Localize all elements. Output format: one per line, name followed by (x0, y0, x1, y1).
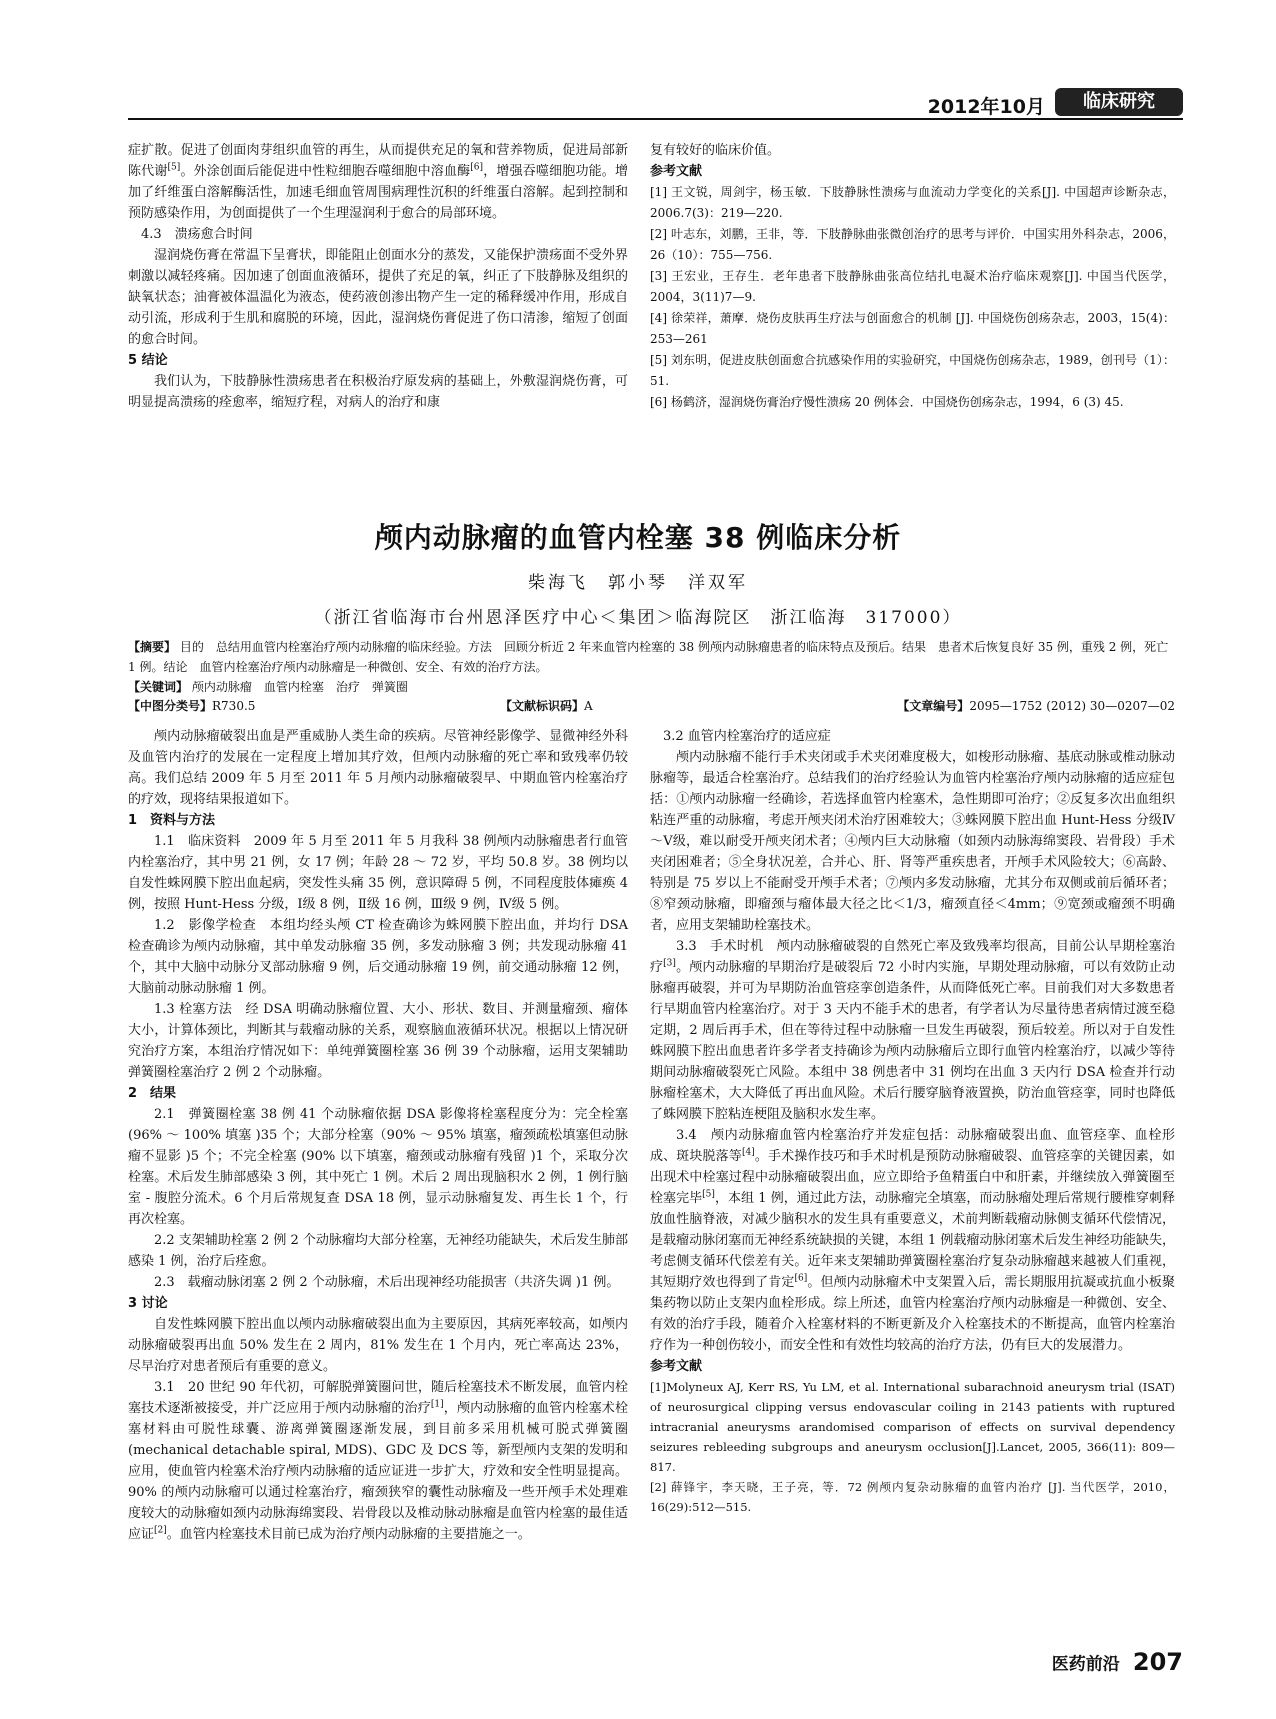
citation: [5] (702, 1189, 715, 1200)
reference-item: [1] 王文锐，周剑宇，杨玉敏．下肢静脉性溃疡与血流动力学变化的关系[J]. 中国超声诊断杂志，2006.7(3)：219—220. (650, 185, 1175, 220)
section-heading: 5 结论 (128, 353, 168, 368)
article-affiliation: （浙江省临海市台州恩泽医疗中心＜集团＞临海院区 浙江临海 317000） (314, 608, 962, 628)
citation: [4] (741, 1147, 755, 1158)
paragraph: 2.1 弹簧圈栓塞 38 例 41 个动脉瘤依据 DSA 影像将栓塞程度分为：完全栓塞 (96% ～ 100% 填塞 )35 个；大部分栓塞（90% ～ 95% 填塞，瘤颈疏松填塞但动脉瘤不显影 )5 个；不完全栓塞 (90% 以下填塞，瘤颈或动脉瘤有残留 )1 个，采取分次栓塞。术后发生肺部感染 3 例，其中死亡 1 例。术后 2 周出现脑积水 2 例，1 例行脑室 - 腹腔分流术。6 个月后常规复查 DSA 18 例，显示动脉瘤复发、再生长 1 个，行再次栓塞。 (128, 1107, 628, 1227)
paragraph: 颅内动脉瘤不能行手术夹闭或手术夹闭难度极大，如梭形动脉瘤、基底动脉或椎动脉动脉瘤等，最适合栓塞治疗。总结我们的治疗经验认为血管内栓塞治疗颅内动脉瘤的适应症包括：①颅内动脉瘤一经确诊，若选择血管内栓塞术，急性期即可治疗；②反复多次出血组织粘连严重的动脉瘤，考虑开颅夹闭术治疗困难较大；③蛛网膜下腔出血 Hunt-Hess 分级Ⅳ～Ⅴ级，难以耐受开颅夹闭术者；④颅内巨大动脉瘤（如颈内动脉海绵窦段、岩骨段）手术夹闭困难者；⑤全身状况差，合并心、肝、肾等严重疾患者，开颅手术风险较大；⑥高龄、特别是 75 岁以上不能耐受开颅手术者；⑦颅内多发动脉瘤，尤其分布双侧或前后循环者；⑧窄颈动脉瘤，即瘤颈与瘤体最大径之比＜1/3，瘤颈直径＜4mm；⑨宽颈或瘤颈不明确者，应用支架辅助栓塞技术。 (650, 750, 1175, 933)
paragraph: 3.1 20 世纪 90 年代初，可解脱弹簧圈问世，随后栓塞技术不断发展，血管内栓塞技术逐渐被接受，并广泛应用于颅内动脉瘤的治疗[1]，颅内动脉瘤的血管内栓塞术栓塞材料由可脱性球囊、游离弹簧圈逐渐发展，到目前多采用机械可脱式弹簧圈 (mechanical detachable spiral, MDS)、GDC 及 DCS 等，新型颅内支架的发明和应用，使血管内栓塞术治疗颅内动脉瘤的适应证进一步扩大，疗效和安全性明显提高。90% 的颅内动脉瘤可以通过栓塞治疗，瘤颈狭窄的囊性动脉瘤及一些开颅手术处理难度较大的动脉瘤如颈内动脉海绵窦段、岩骨段以及椎动脉动脉瘤是血管内栓塞的最佳适应证[2]。血管内栓塞技术目前已成为治疗颅内动脉瘤的主要措施之一。 (128, 1380, 628, 1542)
section-heading: 3.2 血管内栓塞治疗的适应症 (663, 729, 831, 744)
references-heading: 参考文献 (650, 1359, 703, 1374)
keywords: 【关键词】 颅内动脉瘤 血管内栓塞 治疗 弹簧圈 (128, 680, 408, 694)
reference-item: [3] 王宏业，王存生．老年患者下肢静脉曲张高位结扎电凝术治疗临床观察[J]. 中国当代医学，2004，3(11)7—9. (650, 269, 1175, 304)
paragraph: 1.3 栓塞方法 经 DSA 明确动脉瘤位置、大小、形状、数目、并测量瘤颈、瘤体大小，计算体颈比，判断其与载瘤动脉的关系，观察脑血液循环状况。根据以上情况研究治疗方案，本组治疗情况如下：单纯弹簧圈栓塞 36 例 39 个动脉瘤，运用支架辅助弹簧圈栓塞治疗 2 例 2 个动脉瘤。 (128, 1002, 628, 1080)
paragraph: 自发性蛛网膜下腔出血以颅内动脉瘤破裂出血为主要原因，其病死率较高，如颅内动脉瘤破裂再出血 50% 发生在 2 周内，81% 发生在 1 个月内，死亡率高达 23%，尽早治疗对患者预后有重要的意义。 (128, 1317, 628, 1374)
paragraph: 湿润烧伤膏在常温下呈膏状，即能阻止创面水分的蒸发，又能保护溃疡面不受外界刺激以减轻疼痛。因加速了创面血液循环，提供了充足的氧，纠正了下肢静脉及组织的缺氧状态；油膏被体温温化为液态，使药液创渗出物产生一定的稀释缓冲作用，形成自动引流，形成利于生肌和腐脱的环境，因此，湿润烧伤膏促进了伤口清渗，缩短了创面的愈合时间。 (128, 248, 628, 347)
citation: [5] (167, 162, 181, 173)
paragraph: 症扩散。促进了创面肉芽组织血管的再生，从而提供充足的氧和营养物质，促进局部新陈代谢[5]。外涂创面后能促进中性粒细胞吞噬细胞中溶血酶[6]，增强吞噬细胞功能。增加了纤维蛋白溶解酶活性，加速毛细血管周围病理性沉积的纤维蛋白溶解。起到控制和预防感染作用，为创面提供了一个生理湿润利于愈合的局部环境。 (128, 143, 628, 221)
article-number: 【文章编号】2095—1752 (2012) 30—0207—02 (897, 699, 1175, 713)
abstract-block (128, 637, 1175, 697)
keywords-label: 【关键词】 (128, 680, 189, 694)
abstract: 【摘要】 目的 总结用血管内栓塞治疗颅内动脉瘤的临床经验。方法 回顾分析近 2 年来血管内栓塞的 38 例颅内动脉瘤患者的临床特点及预后。结果 患者术后恢复良好 35 例，重残 2 例，死亡 1 例。结论 血管内栓塞治疗颅内动脉瘤是一种微创、安全、有效的治疗方法。 (128, 640, 1169, 674)
abstract-label: 【摘要】 (128, 640, 177, 654)
paragraph: 2.3 载瘤动脉闭塞 2 例 2 个动脉瘤，术后出现神经功能损害（共济失调 )1 例。 (154, 1275, 620, 1290)
citation: [3] (663, 958, 676, 969)
article-authors: 柴海飞 郭小琴 洋双军 (528, 573, 748, 593)
citation: [6] (470, 162, 484, 173)
article-left-column (128, 726, 628, 1545)
prev-article-left-column (128, 140, 628, 413)
paragraph: 1.2 影像学检查 本组均经头颅 CT 检查确诊为蛛网膜下腔出血，并均行 DSA 检查确诊为颅内动脉瘤，其中单发动脉瘤 35 例，多发动脉瘤 3 例；共发现动脉瘤 41 个，其中大脑中动脉分叉部动脉瘤 9 例，后交通动脉瘤 19 例，前交通动脉瘤 12 例，大脑前动脉动脉瘤 1 例。 (128, 918, 628, 996)
document-code: 【文献标识码】A (500, 699, 593, 713)
section-heading: 1 资料与方法 (128, 813, 216, 828)
citation: [6] (794, 1273, 808, 1284)
article-title: 颅内动脉瘤的血管内栓塞 38 例临床分析 (374, 521, 902, 554)
reference-item: [4] 徐荣祥，萧摩．烧伤皮肤再生疗法与创面愈合的机制 [J]. 中国烧伤创疡杂志，2003，15(4)：253—261 (650, 311, 1175, 346)
paragraph: 我们认为，下肢静脉性溃疡患者在积极治疗原发病的基础上，外敷湿润烧伤膏，可明显提高溃疡的痊愈率，缩短疗程，对病人的治疗和康 (128, 374, 628, 410)
section-heading: 3 讨论 (128, 1296, 168, 1311)
reference-item: [6] 杨鹤济，湿润烧伤膏治疗慢性溃疡 20 例体会．中国烧伤创疡杂志，1994，6 (3) 45. (650, 395, 1124, 409)
citation: [2] (154, 1525, 167, 1536)
article-right-column (650, 726, 1175, 1517)
reference-item: [5] 刘东明，促进皮肤创面愈合抗感染作用的实验研究，中国烧伤创疡杂志，1989，创刊号（1）：51. (650, 353, 1175, 388)
reference-item: [1]Molyneux AJ, Kerr RS, Yu LM, et al. International subarachnoid aneurysm trial (ISAT) of neurosurgical clipping versus endovascular coiling in 2143 patients with ruptured intracranial aneurysms arandomised comparison of effects on survival dependency seizures rebleeding subgroups and aneurysm occlusion[J].Lancet, 2005, 366(11): 809—817. (650, 1380, 1175, 1474)
section-badge: 临床研究 (1055, 88, 1183, 116)
header-date: 2012年10月 (927, 96, 1045, 118)
paragraph: 3.4 颅内动脉瘤血管内栓塞治疗并发症包括：动脉瘤破裂出血、血管痉挛、血栓形成、斑块脱落等[4]。手术操作技巧和手术时机是预防动脉瘤破裂、血管痉挛的关键因素，如出现术中栓塞过程中动脉瘤破裂出血，应立即给予鱼精蛋白中和肝素，并继续放入弹簧圈至栓塞完毕[5]，本组 1 例，通过此方法，动脉瘤完全填塞，而动脉瘤处理后常规行腰椎穿刺释放血性脑脊液，对减少脑积水的发生具有重要意义，术前判断载瘤动脉侧支循环代偿情况，是载瘤动脉闭塞而无神经系统缺损的关键，本组 1 例载瘤动脉闭塞术后发生神经功能缺失，考虑侧支循环代偿差有关。近年来支架辅助弹簧圈栓塞治疗复杂动脉瘤越来越被人们重视，其短期疗效也得到了肯定[6]。但颅内动脉瘤术中支架置入后，需长期服用抗凝或抗血小板聚集药物以防止支架内血栓形成。综上所述，血管内栓塞治疗颅内动脉瘤是一种微创、安全、有效的治疗手段，随着介入栓塞材料的不断更新及介入栓塞技术的不断提高，血管内栓塞治疗作为一种创伤较小，而安全性和有效性均较高的治疗方法，仍有巨大的发展潜力。 (650, 1128, 1175, 1353)
paragraph: 1.1 临床资料 2009 年 5 月至 2011 年 5 月我科 38 例颅内动脉瘤患者行血管内栓塞治疗，其中男 21 例，女 17 例；年龄 28 ～ 72 岁，平均 50.8 岁。38 例均以自发性蛛网膜下腔出血起病，突发性头痛 35 例，意识障碍 5 例，不同程度肢体瘫痪 4 例，按照 Hunt-Hess 分级，Ⅰ级 8 例，Ⅱ级 16 例，Ⅲ级 9 例，Ⅳ级 5 例。 (128, 834, 628, 912)
paragraph: 复有较好的临床价值。 (650, 143, 781, 158)
page-header (128, 88, 1183, 122)
prev-article-right-column (650, 140, 1175, 413)
section-heading: 2 结果 (128, 1086, 177, 1101)
journal-name: 医药前沿 (1051, 1654, 1120, 1675)
references-heading: 参考文献 (650, 164, 703, 179)
citation: [1] (430, 1399, 444, 1410)
page-number: 207 (1132, 1648, 1183, 1676)
classification-code: 【中图分类号】R730.5 (128, 699, 256, 713)
paragraph: 颅内动脉瘤破裂出血是严重威胁人类生命的疾病。尽管神经影像学、显微神经外科及血管内治疗的发展在一定程度上增加其疗效，但颅内动脉瘤的死亡率和致残率仍较高。我们总结 2009 年 5 月至 2011 年 5 月颅内动脉瘤破裂早、中期血管内栓塞治疗的疗效，现将结果报道如下。 (128, 729, 628, 807)
classification-row (128, 697, 1175, 717)
reference-item: [2] 薛锋宇，李天晓，王子亮，等．72 例颅内复杂动脉瘤的血管内治疗 [J]. 当代医学，2010，16(29):512—515. (650, 1480, 1175, 1514)
page-footer (1052, 1648, 1183, 1678)
paragraph: 2.2 支架辅助栓塞 2 例 2 个动脉瘤均大部分栓塞，无神经功能缺失，术后发生肺部感染 1 例，治疗后痊愈。 (128, 1233, 628, 1269)
paragraph: 3.3 手术时机 颅内动脉瘤破裂的自然死亡率及致残率均很高，目前公认早期栓塞治疗[3]。颅内动脉瘤的早期治疗是破裂后 72 小时内实施，早期处理动脉瘤，可以有效防止动脉瘤再破裂，并可为早期防治血管痉挛创造条件，从而降低死亡率。目前我们对大多数患者行早期血管内栓塞治疗。对于 3 天内不能手术的患者，有学者认为尽量待患者病情过渡至稳定期，2 周后再手术，但在等待过程中动脉瘤一旦发生再破裂，预后较差。所以对于自发性蛛网膜下腔出血患者许多学者支持确诊为颅内动脉瘤后立即行血管内栓塞治疗，以减少等待期间动脉瘤破裂死亡风险。本组中 38 例患者中 31 例均在出血 3 天内行 DSA 检查并行动脉瘤栓塞术，大大降低了再出血风险。术后行腰穿脑脊液置换，防治血管痉挛，同时也降低了蛛网膜下腔粘连梗阻及脑积水发生率。 (650, 939, 1175, 1122)
header-rule (128, 118, 1183, 120)
reference-item: [2] 叶志东，刘鹏，王非，等．下肢静脉曲张微创治疗的思考与评价．中国实用外科杂志，2006，26（10）：755—756. (650, 227, 1175, 262)
section-heading: 4.3 溃疡愈合时间 (141, 227, 253, 242)
